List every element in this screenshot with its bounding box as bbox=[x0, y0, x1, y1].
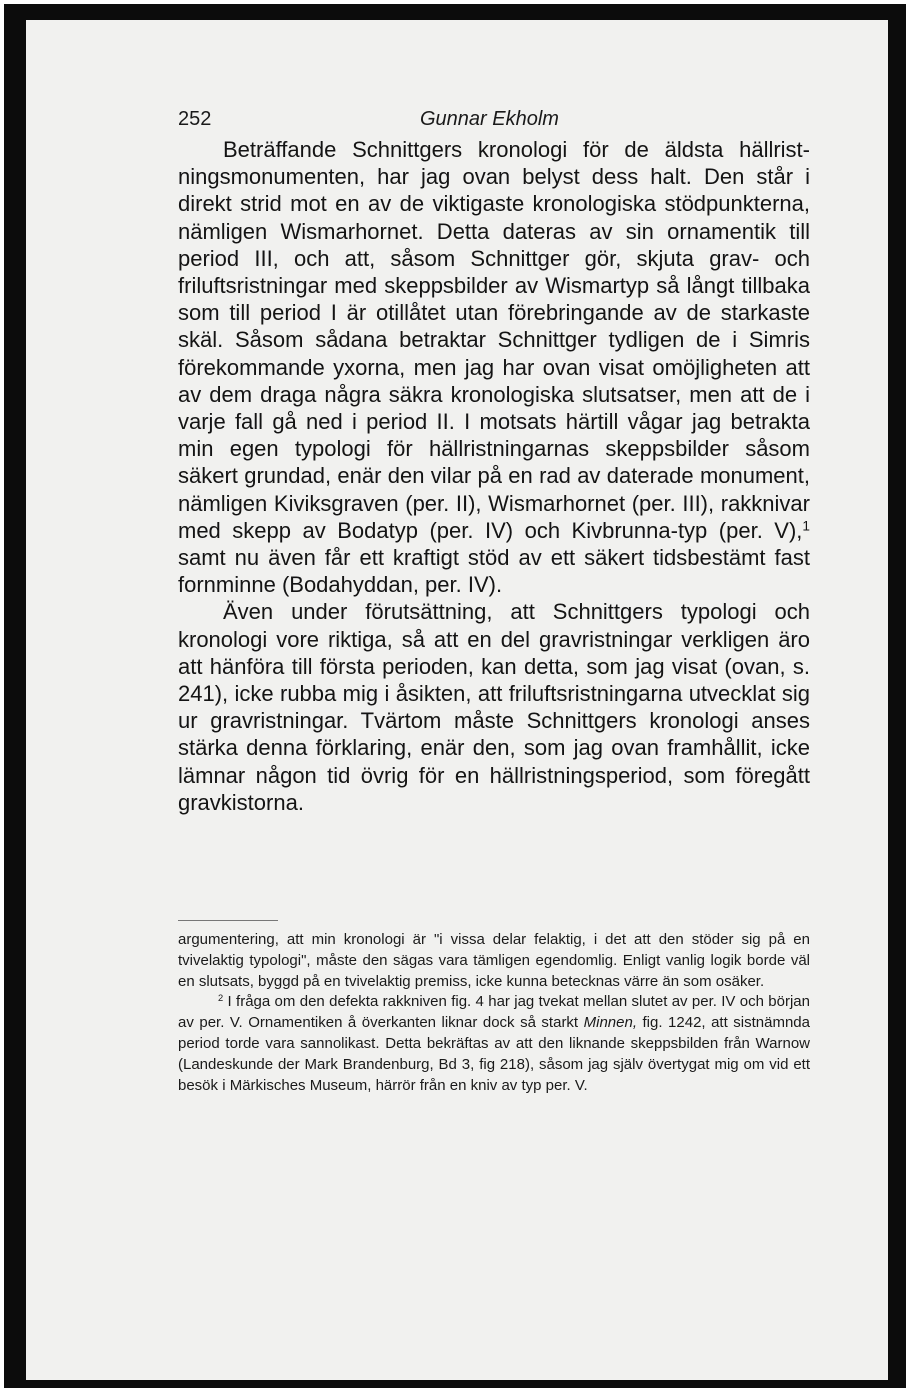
footnotes bbox=[178, 930, 810, 1096]
footnote-continuation: argumentering, att min kronologi är "i vissa delar felaktig, i det att den stöder sig på en tvivelaktig typologi", måste den sägas vara tämligen egendomlig. Enligt vanlig logik borde väl en slutsats, byggd på en tvivelaktig premiss, icke kunna betecknas värre än som osäker. bbox=[178, 931, 810, 990]
footnote-rule bbox=[178, 920, 278, 921]
footnote-2 bbox=[178, 992, 810, 1096]
running-head bbox=[178, 108, 810, 138]
footnote-ref-1: 1 bbox=[802, 518, 810, 534]
paragraph-1-text-a: Beträffande Schnittgers kronologi för de äldsta hällristningsmonumenten, har jag ovan belyst dess halt. Den står i direkt strid mot en av de viktigaste kronologiska stödpunkterna, nämligen Wismarhornet. Detta dateras av sin ornamentik till period III, och att, såsom Schnittger gör, skjuta grav- och friluftsristningar med skeppsbilder av Wismartyp så långt tillbaka som till period I är otillåtet utan förebringande av de starkaste skäl. Såsom sådana betraktar Schnittger tydligen de i Simris förekommande yxorna, men jag har ovan visat omöjligheten att av dem draga några säkra kronologiska slutsatser, men att de i varje fall gå ned i period II. I motsats härtill vågar jag betrakta min egen typologi för hällristningarnas skeppsbilder såsom säkert grundad, enär den vilar på en rad av daterade monument, nämligen Kiviksgraven (per. II), Wismarhornet (per. III), rakknivar med skepp av Bodatyp (per. IV) och Kivbrunna-typ (per. V), bbox=[178, 137, 810, 543]
running-title: Gunnar Ekholm bbox=[420, 108, 559, 130]
footnote-2-text-b: fig. 1242, att sistnämnda period torde vara sannolikast. Detta bekräftas av att den liknande skeppsbilden från Warnow (Landeskunde der Mark Brandenburg, Bd 3, fig 218), såsom jag själv övertygat mig om vid ett besök i Märkisches Museum, härrör från en kniv av typ per. V. bbox=[178, 1014, 810, 1094]
footnote-2-text-a: I fråga om den defekta rakkniven fig. 4 har jag tvekat mellan slutet av per. IV och början av per. V. Ornamentiken å överkanten liknar dock så starkt bbox=[178, 993, 810, 1032]
body-text bbox=[178, 136, 810, 816]
footnote-2-marker: 2 bbox=[218, 993, 224, 1004]
paragraph-2: Även under förutsättning, att Schnittgers typologi och kronologi vore riktiga, så att en del gravristningar verkligen äro att hänföra till första perioden, kan detta, som jag visat (ovan, s. 241), icke rubba mig i åsikten, att friluftsristningarna utvecklat sig ur gravristningar. Tvärtom måste Schnittgers kronologi anses stärka denna förklaring, enär den, som jag ovan framhållit, icke lämnar någon tid övrig för en hällristningsperiod, som föregått gravkistorna. bbox=[178, 599, 810, 815]
footnote-2-italic: Minnen, bbox=[583, 1014, 637, 1032]
page-number: 252 bbox=[178, 108, 212, 130]
paragraph-1 bbox=[178, 136, 810, 598]
paragraph-1-text-b: samt nu även får ett kraftigt stöd av ett säkert tidsbestämt fast fornminne (Bodahyddan, per. IV). bbox=[178, 545, 810, 598]
